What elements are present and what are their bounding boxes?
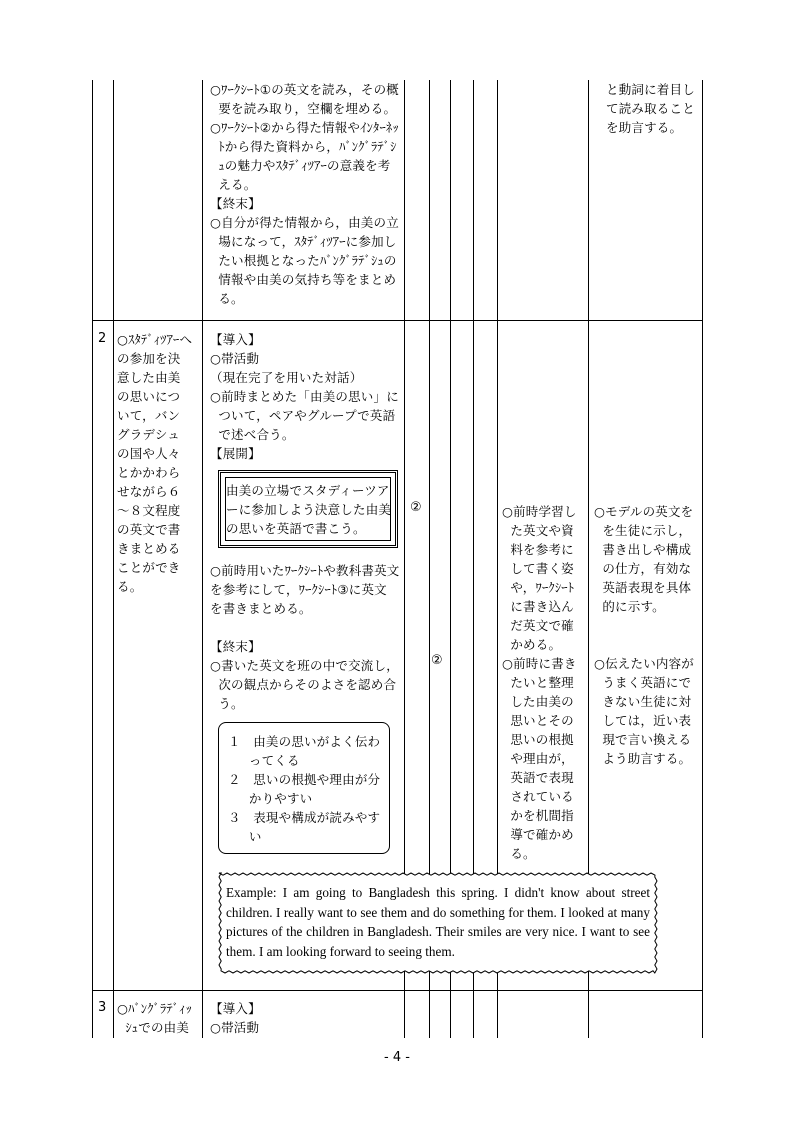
page-number: - 4 - — [384, 1050, 410, 1065]
task-box-text: 由美の立場でスタディーツア ーに参加しよう決意した由美 の思いを英語で書こう。 — [226, 483, 392, 536]
row3-goal: ○ﾊﾞﾝｸﾞﾗﾃﾞｨｯ ｼｭでの由美 — [117, 1001, 193, 1035]
row2-activity-end: 【終末】 ○書いた英文を班の中で交流し， 次の観点からそのよさを認め合 う。 — [210, 639, 399, 711]
row2-activity-develop: ○前時用いたﾜｰｸｼｰﾄや教科書英文 を参考にして，ﾜｰｸｼｰﾄ③に英文 を書きまとめる。 — [210, 563, 400, 616]
row2-goal: ○ｽﾀﾃﾞｨﾂｱｰへ の参加を決 意した由美 の思いにつ いて，バン グラデシュ の国や人々 とかかわら せながら６ ～８文程度 の英文で書 きまとめる ことができ る。 — [117, 332, 193, 594]
row2-activity-intro: 【導入】 ○帯活動 （現在完了を用いた対話） ○前時まとめた「由美の思い」に ついて，ペアやグループで英語 で述べ合う。 【展開】 — [210, 332, 399, 461]
row-top-support: と動詞に着目し て読み取ること を助言する。 — [606, 82, 695, 135]
row2-support-2: ○伝えたい内容が うまく英語にで きない生徒に対 しては，近い表 現で言い換える よう助言する。 — [594, 656, 695, 766]
row2-support-1: ○モデルの英文を を生徒に示し， 書き出しや構成 の仕方，有効な 英語表現を具体 的に示す。 — [594, 504, 694, 614]
row-divider-2 — [92, 990, 702, 991]
row3-activity: 【導入】 ○帯活動 — [210, 1001, 261, 1035]
table-line-right — [702, 80, 703, 1038]
table-line-col2 — [202, 80, 203, 1038]
row2-number: 2 — [98, 331, 107, 346]
table-line-col1 — [113, 80, 114, 1038]
row2-evaluation-2: ○前時に書き たいと整理 した由美の 思いとその 思いの根拠 や理由が， 英語で表現 されている かを机間指 導で確かめ る。 — [502, 656, 577, 861]
table-line-left — [92, 80, 93, 1038]
evaluation-mark-1: ② — [410, 500, 422, 515]
row-top-activity: ○ﾜｰｸｼｰﾄ①の英文を読み，その概 要を読み取り，空欄を埋める。 ○ﾜｰｸｼｰﾄ②から得た情報やｲﾝﾀｰﾈｯ ﾄから得た資料から，ﾊﾞﾝｸﾞﾗﾃﾞｼ ｭの魅力やｽﾀﾃﾞｨﾂｱｰの意義を考 える。 【終末】 ○自分が得た情報から，由美の立 場になって，ｽﾀﾃﾞｨﾂｱｰに参加し たい根拠となったﾊﾞﾝｸﾞﾗﾃﾞｼｭの 情報や由美の気持ち等をまとめ る。 — [210, 82, 399, 306]
criteria-list: １ 由美の思いがよく伝わ ってくる ２ 思いの根拠や理由が分 かりやすい ３ 表現や構成が読みやす い — [228, 734, 381, 844]
evaluation-mark-2: ② — [431, 653, 443, 668]
row-divider-1 — [92, 320, 702, 321]
row3-number: 3 — [98, 1000, 107, 1015]
example-text: Example: I am going to Bangladesh this spring. I didn't know about street children. I really want to see them and do something for them. I looked at many pictures of the children in Bangladesh. Their smiles are very nice. I want to see them. I am looking forward to seeing them. — [226, 885, 650, 959]
row2-evaluation-1: ○前時学習し た英文や資 料を参考に して書く姿 や，ﾜｰｸｼｰﾄ に書き込ん だ英文で確 かめる。 — [502, 504, 577, 652]
